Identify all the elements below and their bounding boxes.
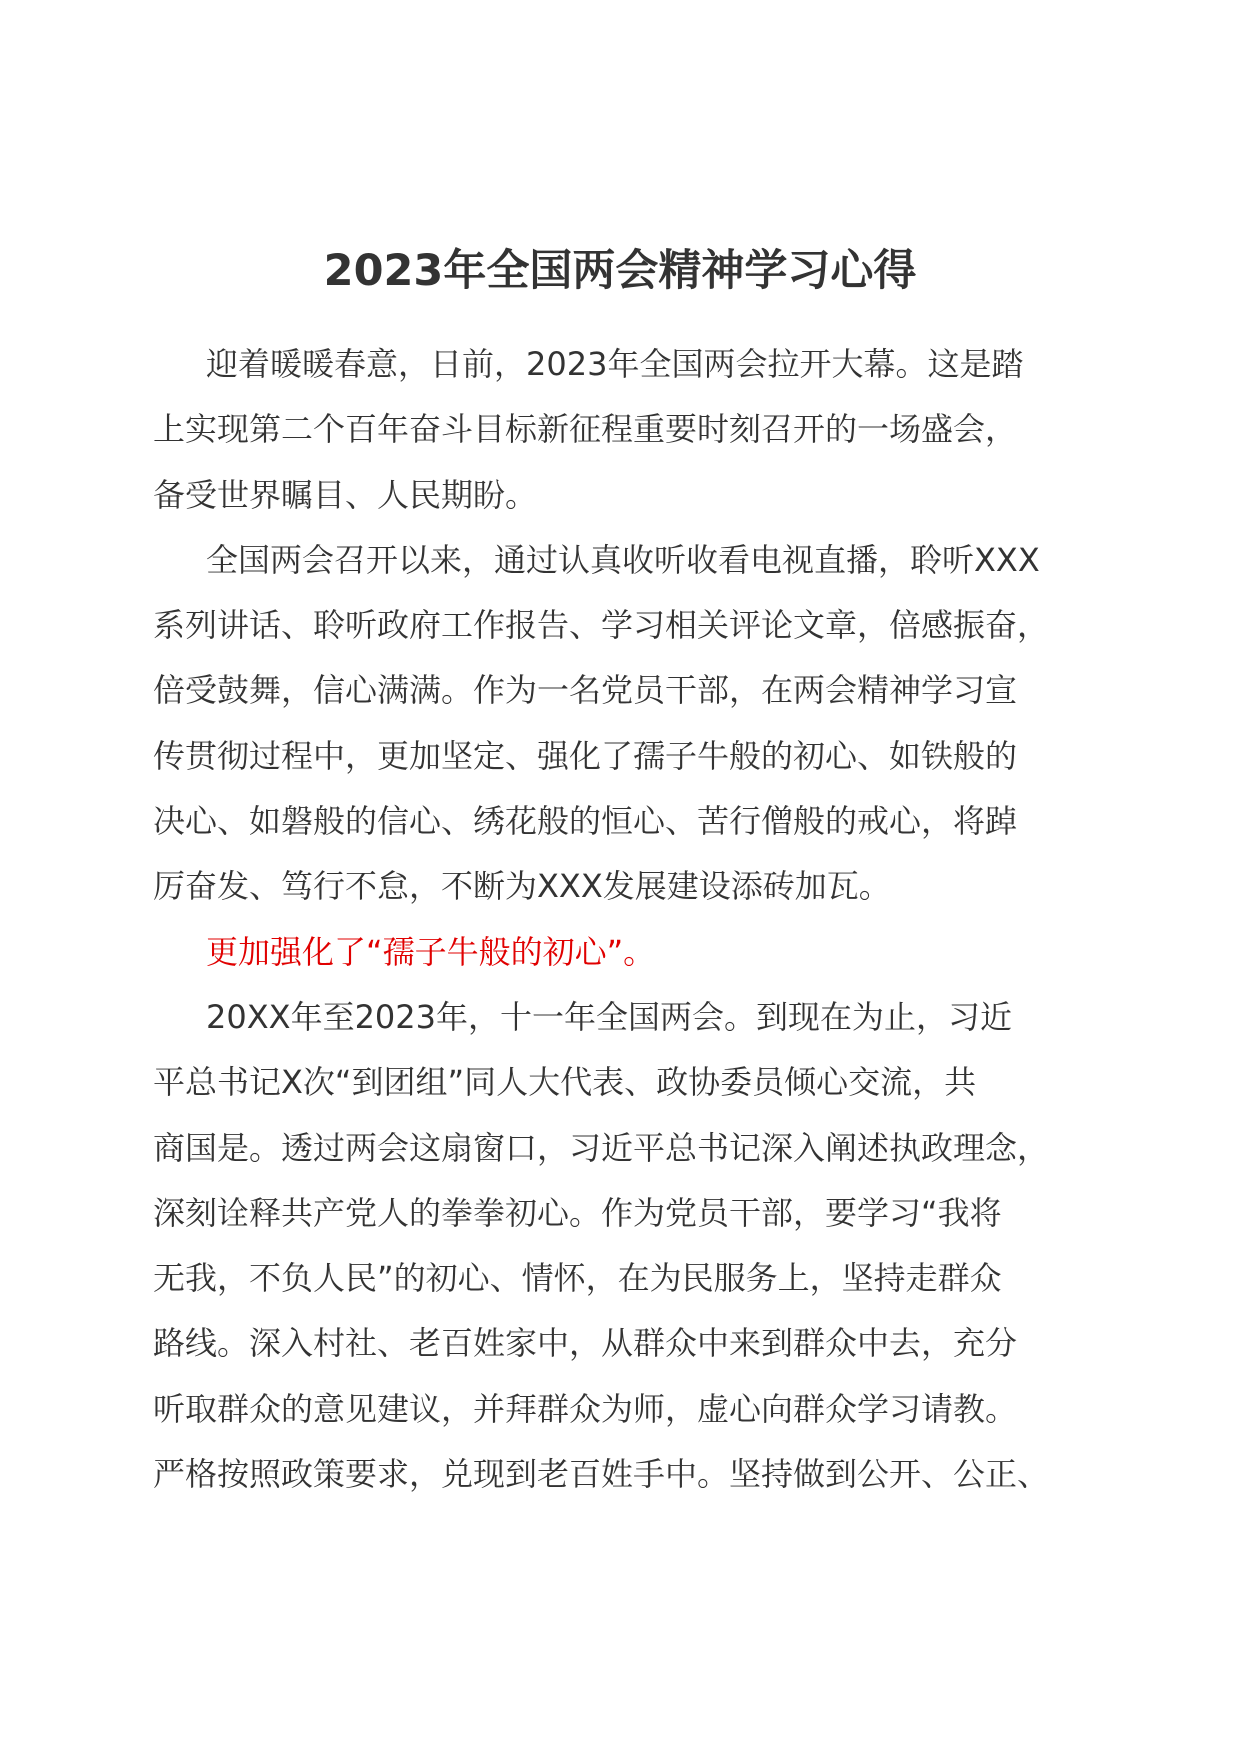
paragraph-line: 听取群众的意见建议，并拜群众为师，虚心向群众学习请教。	[153, 1389, 1018, 1428]
paragraph-line: 厉奋发、笃行不怠，不断为XXX发展建设添砖加瓦。	[153, 867, 891, 906]
section-heading-text: 更加强化了“孺子牛般的初心”。	[206, 932, 656, 971]
paragraph-line: 上实现第二个百年奋斗目标新征程重要时刻召开的一场盛会，	[153, 410, 1018, 449]
paragraph-line: 无我，不负人民”的初心、情怀，在为民服务上，坚持走群众	[153, 1259, 1002, 1298]
paragraph-line: 决心、如磐般的信心、绣花般的恒心、苦行僧般的戒心，将踔	[153, 802, 1018, 841]
paragraph-3	[153, 985, 1093, 1507]
paragraph-line: 严格按照政策要求，兑现到老百姓手中。坚持做到公开、公正、	[153, 1455, 1050, 1494]
paragraph-line: 商国是。透过两会这扇窗口，习近平总书记深入阐述执政理念，	[153, 1128, 1050, 1167]
paragraph-line: 全国两会召开以来，通过认真收听收看电视直播，聆听XXX	[206, 540, 1040, 579]
paragraph-2	[153, 528, 1093, 920]
paragraph-line: 倍受鼓舞，信心满满。作为一名党员干部，在两会精神学习宣	[153, 671, 1018, 710]
paragraph-line: 备受世界瞩目、人民期盼。	[153, 475, 538, 514]
paragraph-line: 路线。深入村社、老百姓家中，从群众中来到群众中去，充分	[153, 1324, 1018, 1363]
document-body	[153, 332, 1093, 1507]
document-title: 2023年全国两会精神学习心得	[323, 246, 917, 296]
paragraph-1	[153, 332, 1093, 528]
paragraph-line: 深刻诠释共产党人的拳拳初心。作为党员干部，要学习“我将	[153, 1193, 1002, 1232]
paragraph-line: 系列讲话、聆听政府工作报告、学习相关评论文章，倍感振奋，	[153, 606, 1050, 645]
paragraph-line: 20XX年至2023年，十一年全国两会。到现在为止，习近	[206, 997, 1013, 1036]
paragraph-line: 迎着暖暖春意，日前，2023年全国两会拉开大幕。这是踏	[206, 345, 1024, 383]
paragraph-line: 平总书记X次“到团组”同人大代表、政协委员倾心交流，共	[153, 1063, 977, 1102]
section-heading	[153, 920, 1093, 985]
paragraph-line: 传贯彻过程中，更加坚定、强化了孺子牛般的初心、如铁般的	[153, 736, 1018, 775]
